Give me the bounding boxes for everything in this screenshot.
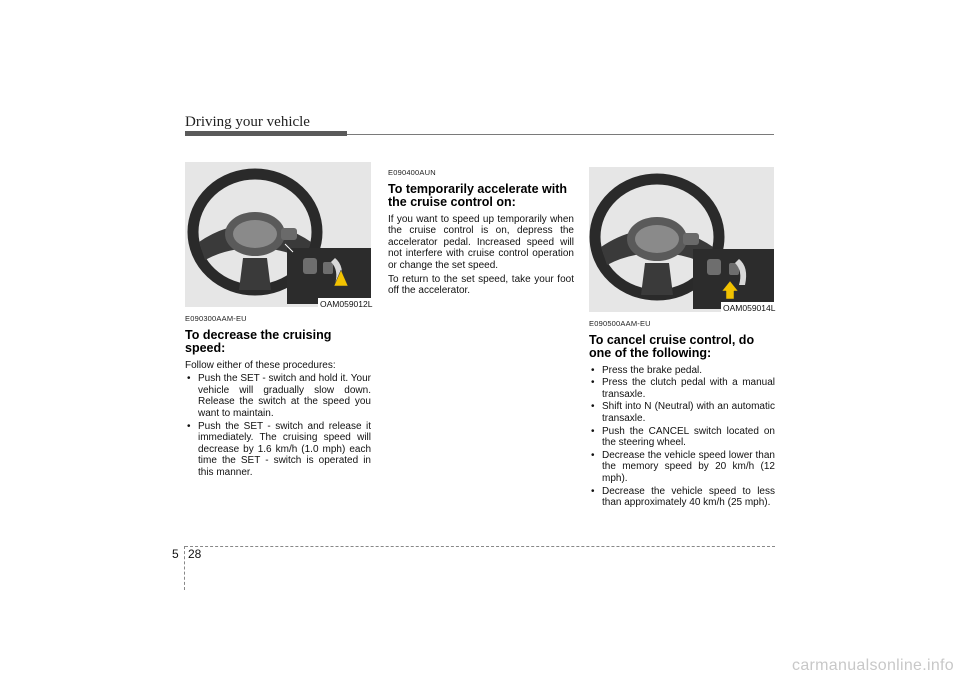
list-item: • Press the clutch pedal with a manual transaxle. [589,377,775,400]
chapter-number: 5 [172,547,179,561]
list-item: • Shift into N (Neutral) with an automatic transaxle. [589,401,775,424]
section-code: E090400AUN [388,168,436,177]
section-intro: Follow either of these procedures: [185,359,336,371]
section-heading: To decrease the cruising speed: [185,327,332,355]
figure-1-label: OAM059012L [320,299,373,309]
section-decrease-speed [185,313,371,480]
footer-divider [184,546,185,590]
section-code: E090500AAM-EU [589,319,651,328]
watermark: carmanualsonline.info [792,657,954,674]
list-item: • Press the brake pedal. [589,365,775,377]
section-heading: To cancel cruise control, do one of the following: [589,332,755,360]
cancel-list [589,365,775,509]
steering-wheel-figure-2 [589,167,774,312]
section-heading: To temporarily accelerate with the cruise control on: [388,181,567,209]
section-temporarily-accelerate [388,167,574,299]
list-item: • Push the SET - switch and release it immediately. The cruising speed will decrease by 1.6 km/h (1.0 mph) each time the SET - switch is operated in this manner. [185,421,371,479]
steering-wheel-image-2 [589,167,774,312]
list-item: • Decrease the vehicle speed to less than approximately 40 km/h (25 mph). [589,486,775,509]
header-rule [347,134,774,135]
header-bar [185,131,347,136]
procedure-list [185,373,371,478]
list-item: • Push the SET - switch and hold it. Your vehicle will gradually slow down. Release the switch at the speed you want to maintain. [185,373,371,419]
section-paragraph: If you want to speed up temporarily when the cruise control is on, depress the accelerator pedal. Increased speed will not interfere with cruise control operation or change the set speed. [388,213,574,271]
section-cancel-cruise [589,318,775,510]
footer-rule [185,546,775,547]
figure-2-label: OAM059014L [723,303,776,313]
section-code: E090300AAM-EU [185,314,247,323]
list-item: • Decrease the vehicle speed lower than the memory speed by 20 km/h (12 mph). [589,450,775,485]
page-header-title: Driving your vehicle [185,114,310,130]
page-number: 28 [188,547,202,561]
section-paragraph: To return to the set speed, take your foot off the accelerator. [388,273,574,297]
list-item: • Push the CANCEL switch located on the steering wheel. [589,426,775,449]
steering-wheel-image-1 [185,162,371,307]
steering-wheel-figure-1 [185,162,371,307]
